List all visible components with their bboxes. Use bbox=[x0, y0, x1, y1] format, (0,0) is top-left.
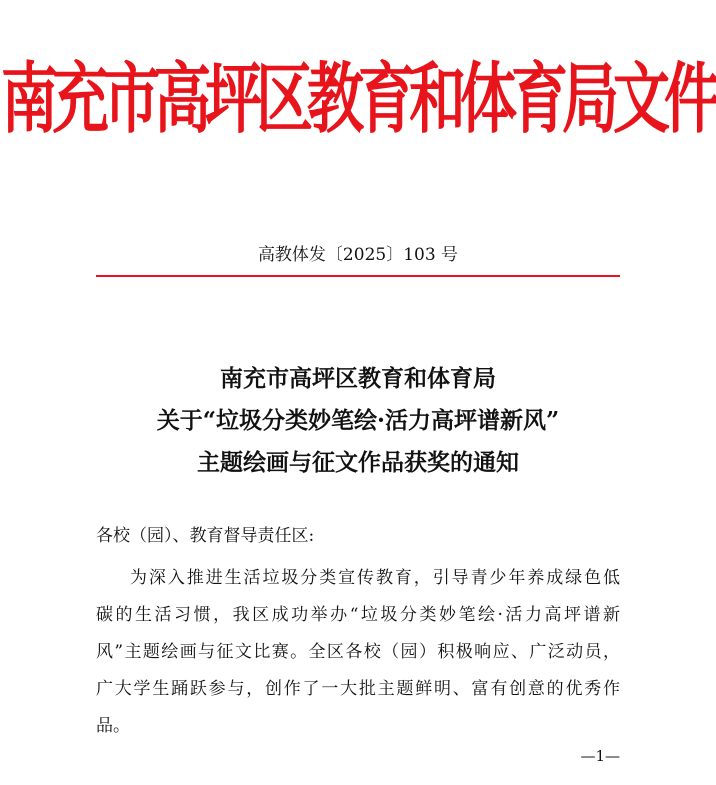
title-line-notice: 主题绘画与征文作品获奖的通知 bbox=[197, 449, 519, 476]
notice-title bbox=[0, 358, 716, 484]
document-masthead: 南充市高坪区教育和体育局文件 bbox=[1, 54, 715, 145]
title-line-subject: 关于“垃圾分类妙笔绘·活力高坪谱新风” bbox=[156, 407, 560, 434]
body-paragraph bbox=[96, 560, 620, 745]
body-line: 碳的生活习惯，我区成功举办“垃圾分类妙笔绘·活力高坪谱新 bbox=[96, 605, 620, 625]
body-line: 广大学生踊跃参与，创作了一大批主题鲜明、富有创意的优秀作 bbox=[96, 679, 620, 699]
salutation: 各校（园）、教育督导责任区: bbox=[96, 526, 315, 546]
page-number: —1— bbox=[580, 747, 620, 765]
red-divider-rule bbox=[96, 275, 620, 277]
body-line: 风”主题绘画与征文比赛。全区各校（园）积极响应、广泛动员， bbox=[96, 642, 620, 662]
body-line: 为深入推进生活垃圾分类宣传教育，引导青少年养成绿色低 bbox=[130, 568, 620, 588]
title-line-issuer: 南充市高坪区教育和体育局 bbox=[220, 365, 496, 392]
document-number: 高教体发〔2025〕103 号 bbox=[257, 245, 459, 265]
body-line: 品。 bbox=[96, 716, 130, 736]
